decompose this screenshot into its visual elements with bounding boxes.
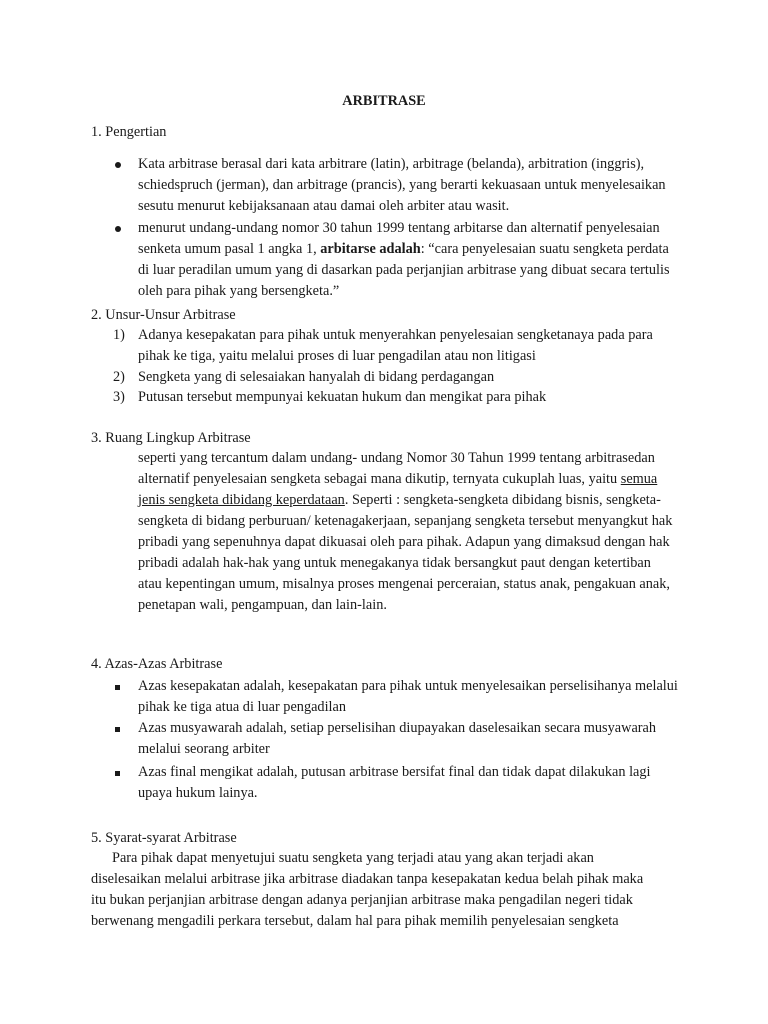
- paragraph-text: . Seperti : sengketa-sengketa dibidang bisnis, sengketa-sengketa di bidang perburuan/ ketenagakerjaan, sepanjang sengketa tersebut menyangkut hak pribadi yang sepenuhnya dapat dikuasai oleh para pihak. Adapun yang dimaksud dengan hak pribadi adalah hak-hak yang untuk menegakanya tidak bersangkut paut dengan ketertiban atau kepentingan umum, misalnya proses mengenai perceraian, status anak, pengakuan anak, penetapan wali, pengampuan, dan lain-lain.: [138, 492, 673, 613]
- definition-intro: menurut undang-undang nomor 30 tahun 1999 tentang arbitarse dan alternatif penyelesaian senketa umum pasal 1 angka 1,: [138, 220, 660, 257]
- paragraph-line: diselesaikan melalui arbitrase jika arbitrase diadakan tanpa kesepakatan kedua belah pihak maka: [91, 871, 644, 887]
- list-text: Sengketa yang di selesaiakan hanyalah di bidang perdagangan: [138, 369, 495, 385]
- bullet-text: Azas musyawarah adalah, setiap perselisihan diupayakan daselesaikan secara musyawarah melalui seorang arbiter: [138, 720, 657, 757]
- paragraph-line: Para pihak dapat menyetujui suatu sengketa yang terjadi atau yang akan terjadi akan: [112, 850, 594, 866]
- bullet-dot-icon: [111, 218, 133, 239]
- definition-body: : “cara penyelesaian suatu sengketa perdata di luar peradilan umum yang di dasarkan pada perjanjian arbitrase yang dibuat secara tertulis oleh para pihak yang bersengketa.”: [138, 241, 670, 299]
- bullet-text: Kata arbitrase berasal dari kata arbitrare (latin), arbitrage (belanda), arbitration (inggris), schiedspruch (jerman), dan arbitrage (prancis), yang berarti kekuasaan untuk menyelesaikan sesutu menurut kebijaksanaan atau damai oleh arbiter atau wasit.: [138, 156, 666, 214]
- list-number: 3): [113, 389, 125, 405]
- bullet-square-icon: [111, 762, 133, 783]
- section-5-heading: 5. Syarat-syarat Arbitrase: [91, 830, 237, 846]
- section-2-heading: 2. Unsur-Unsur Arbitrase: [91, 307, 236, 323]
- document-title: ARBITRASE: [342, 93, 426, 109]
- list-text: Putusan tersebut mempunyai kekuatan hukum dan mengikat para pihak: [138, 389, 547, 405]
- bullet-dot-icon: [111, 154, 133, 175]
- bullet-square-icon: [111, 676, 133, 697]
- bullet-square-icon: [111, 718, 133, 739]
- paragraph-line: berwenang mengadili perkara tersebut, dalam hal para pihak memilih penyelesaian sengketa: [91, 913, 619, 929]
- bullet-text: [138, 218, 683, 302]
- section-4-heading: 4. Azas-Azas Arbitrase: [91, 656, 223, 672]
- paragraph-text: seperti yang tercantum dalam undang- undang Nomor 30 Tahun 1999 tentang arbitrasedan alternatif penyelesaian sengketa sebagai mana dikutip, ternyata cukuplah luas, yaitu: [138, 450, 655, 487]
- definition-term: arbitarse adalah: [320, 241, 421, 257]
- underlined-phrase: semua jenis sengketa dibidang keperdataan: [138, 471, 658, 508]
- list-number: 1): [113, 327, 125, 343]
- list-number: 2): [113, 369, 125, 385]
- section-3-paragraph: [138, 448, 676, 616]
- bullet-text: Azas kesepakatan adalah, kesepakatan para pihak untuk menyelesaikan perselisihanya melalui pihak ke tiga atua di luar pengadilan: [138, 678, 678, 715]
- list-text: Adanya kesepakatan para pihak untuk menyerahkan penyelesaian sengketanaya pada para pihak ke tiga, yaitu melalui proses di luar pengadilan atau non litigasi: [138, 327, 653, 364]
- bullet-text: Azas final mengikat adalah, putusan arbitrase bersifat final dan tidak dapat dilakukan lagi upaya hukum lainya.: [138, 764, 651, 801]
- section-3-heading: 3. Ruang Lingkup Arbitrase: [91, 430, 251, 446]
- section-1-heading: 1. Pengertian: [91, 124, 167, 140]
- paragraph-line: itu bukan perjanjian arbitrase dengan adanya perjanjian arbitrase maka pengadilan negeri tidak: [91, 892, 633, 908]
